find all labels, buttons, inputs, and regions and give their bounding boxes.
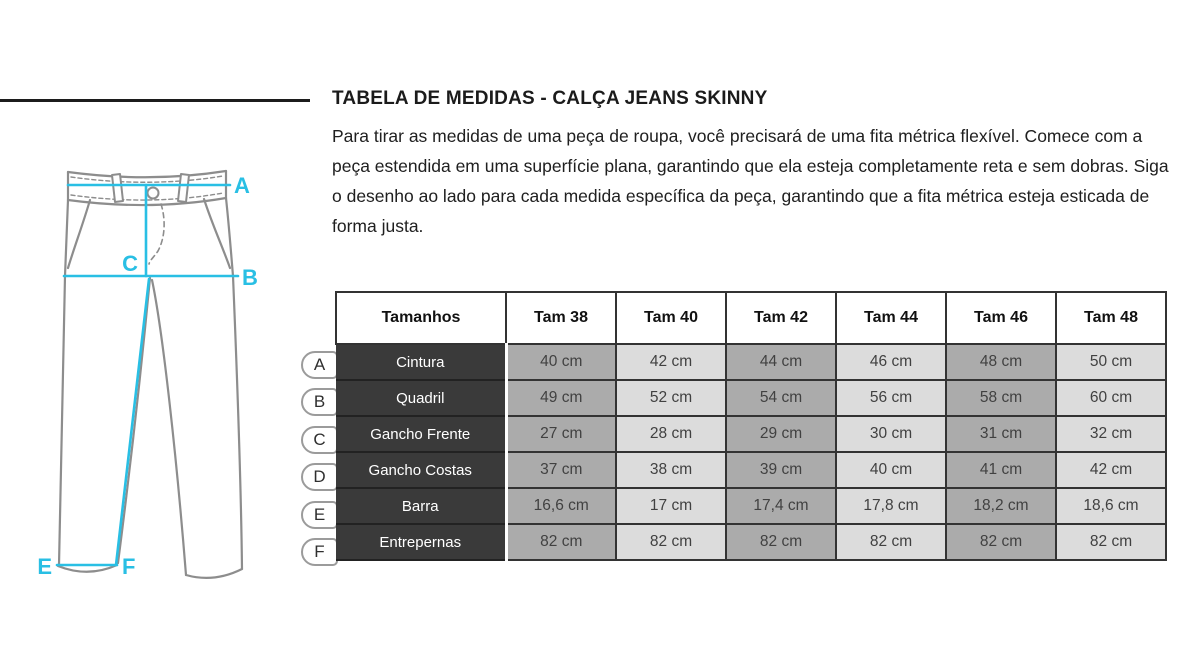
row-label: Gancho Frente	[336, 416, 506, 452]
measure-label-c: C	[122, 251, 138, 276]
table-cell: 42 cm	[1056, 452, 1166, 488]
table-cell: 40 cm	[506, 344, 616, 380]
page-title: TABELA DE MEDIDAS - CALÇA JEANS SKINNY	[332, 88, 768, 109]
row-label: Barra	[336, 488, 506, 524]
table-cell: 58 cm	[946, 380, 1056, 416]
table-row-entrepernas	[336, 524, 1166, 560]
table-cell: 39 cm	[726, 452, 836, 488]
fly-stitch	[149, 204, 164, 264]
table-row-cintura	[336, 344, 1166, 380]
table-cell: 30 cm	[836, 416, 946, 452]
column-header-tamanhos: Tamanhos	[336, 292, 506, 344]
table-cell: 41 cm	[946, 452, 1056, 488]
table-cell: 31 cm	[946, 416, 1056, 452]
table-cell: 28 cm	[616, 416, 726, 452]
table-cell: 42 cm	[616, 344, 726, 380]
table-cell: 49 cm	[506, 380, 616, 416]
measure-letter-badge-b: B	[301, 388, 338, 416]
measure-label-e: E	[37, 554, 52, 579]
table-row-quadril	[336, 380, 1166, 416]
table-cell: 32 cm	[1056, 416, 1166, 452]
table-cell: 18,6 cm	[1056, 488, 1166, 524]
measure-label-f: F	[122, 554, 136, 579]
row-label: Quadril	[336, 380, 506, 416]
column-header-tam46: Tam 46	[946, 292, 1056, 344]
row-label: Gancho Costas	[336, 452, 506, 488]
intro-section	[332, 88, 1174, 241]
pants-outline	[58, 171, 242, 578]
table-row-gancho-costas	[336, 452, 1166, 488]
table-cell: 17 cm	[616, 488, 726, 524]
table-cell: 56 cm	[836, 380, 946, 416]
table-cell: 40 cm	[836, 452, 946, 488]
table-cell: 52 cm	[616, 380, 726, 416]
table-cell: 82 cm	[726, 524, 836, 560]
table-cell: 17,4 cm	[726, 488, 836, 524]
table-cell: 37 cm	[506, 452, 616, 488]
measure-lines	[57, 185, 238, 565]
measure-label-b: B	[242, 265, 258, 290]
table-cell: 18,2 cm	[946, 488, 1056, 524]
table-row-gancho-frente	[336, 416, 1166, 452]
header-row	[336, 292, 1166, 344]
table-cell: 17,8 cm	[836, 488, 946, 524]
table-cell: 46 cm	[836, 344, 946, 380]
column-header-tam48: Tam 48	[1056, 292, 1166, 344]
measure-letter-badge-a: A	[301, 351, 338, 379]
table-cell: 54 cm	[726, 380, 836, 416]
column-header-tam40: Tam 40	[616, 292, 726, 344]
table-cell: 82 cm	[836, 524, 946, 560]
table-cell: 82 cm	[506, 524, 616, 560]
table-cell: 38 cm	[616, 452, 726, 488]
table-cell: 60 cm	[1056, 380, 1166, 416]
table-cell: 16,6 cm	[506, 488, 616, 524]
measure-letter-badge-e: E	[301, 501, 338, 529]
table-cell: 29 cm	[726, 416, 836, 452]
table-cell: 82 cm	[946, 524, 1056, 560]
table-cell: 50 cm	[1056, 344, 1166, 380]
measure-label-a: A	[234, 173, 250, 198]
button-detail	[148, 188, 159, 199]
intro-paragraph: Para tirar as medidas de uma peça de roupa, você precisará de uma fita métrica flexível. Comece com a peça estendida em uma superfície plana, garantindo que ela esteja completamente reta e sem dobras. Siga o desenho ao lado para cada medida específica da peça, garantindo que a fita métrica esteja esticada de forma justa.	[332, 126, 1169, 236]
table-cell: 48 cm	[946, 344, 1056, 380]
table-cell: 82 cm	[616, 524, 726, 560]
column-header-tam42: Tam 42	[726, 292, 836, 344]
table-row-barra	[336, 488, 1166, 524]
measure-letter-badge-d: D	[301, 463, 338, 491]
table-cell: 27 cm	[506, 416, 616, 452]
size-table-container	[335, 291, 1167, 561]
size-table	[335, 291, 1167, 561]
pants-diagram	[0, 0, 300, 620]
row-label: Cintura	[336, 344, 506, 380]
table-cell: 82 cm	[1056, 524, 1166, 560]
row-label: Entrepernas	[336, 524, 506, 560]
table-cell: 44 cm	[726, 344, 836, 380]
column-header-tam44: Tam 44	[836, 292, 946, 344]
measure-letter-badge-f: F	[301, 538, 338, 566]
column-header-tam38: Tam 38	[506, 292, 616, 344]
measure-line-inseam	[116, 279, 149, 565]
measure-letter-badge-c: C	[301, 426, 338, 454]
